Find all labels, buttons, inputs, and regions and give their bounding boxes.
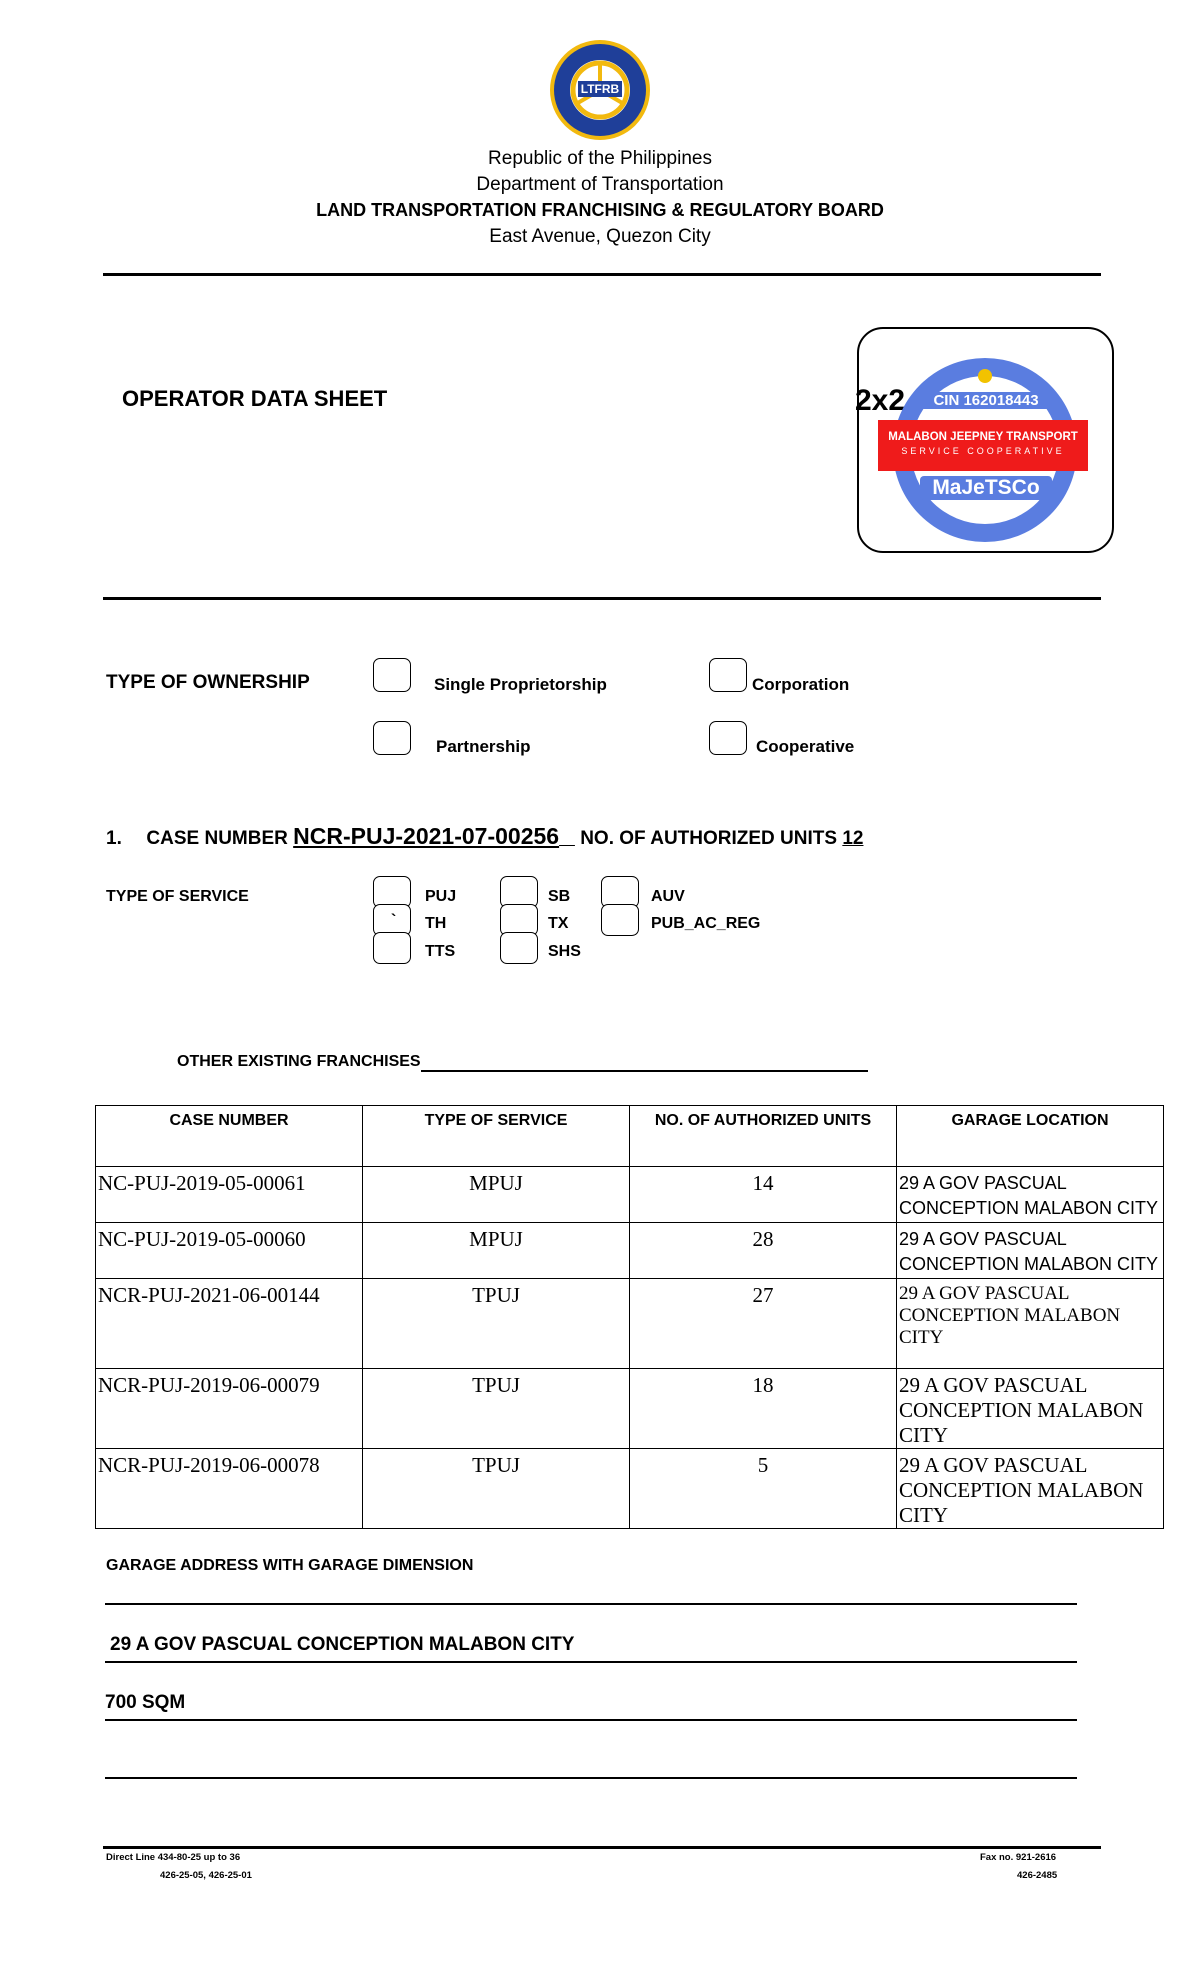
option-corporation: Corporation (752, 675, 850, 694)
cell-location: 29 A GOV PASCUAL CONCEPTION MALABON CITY (897, 1223, 1164, 1279)
cell-case-number: NCR-PUJ-2019-06-00078 (96, 1449, 363, 1529)
cell-units: 28 (630, 1223, 897, 1279)
footer-direct-line: Direct Line 434-80-25 up to 36 (106, 1852, 241, 1863)
cell-case-number: NC-PUJ-2019-05-00061 (96, 1167, 363, 1223)
cell-service: TPUJ (363, 1279, 630, 1369)
cell-location: 29 A GOV PASCUAL CONCEPTION MALABON CITY (897, 1279, 1164, 1369)
cell-service: TPUJ (363, 1369, 630, 1449)
cell-units: 27 (630, 1279, 897, 1369)
header-divider (103, 273, 1101, 276)
title-divider (103, 597, 1101, 600)
table-row (96, 1167, 1164, 1223)
checkbox-cooperative[interactable] (709, 721, 747, 755)
authorized-units-label: NO. OF AUTHORIZED UNITS (580, 828, 838, 849)
cell-units: 18 (630, 1369, 897, 1449)
option-th: TH (425, 915, 447, 932)
cell-service: TPUJ (363, 1449, 630, 1529)
other-franchises-line (421, 1070, 868, 1072)
cell-service: MPUJ (363, 1167, 630, 1223)
option-pub-ac-reg: PUB_AC_REG (651, 915, 761, 932)
cell-location: 29 A GOV PASCUAL CONCEPTION MALABON CITY (897, 1167, 1164, 1223)
option-puj: PUJ (425, 888, 457, 905)
checkbox-tts[interactable] (373, 932, 411, 964)
footer-divider (103, 1846, 1101, 1849)
table-header-row (96, 1106, 1164, 1167)
option-single-proprietorship: Single Proprietorship (434, 675, 607, 694)
cell-case-number: NC-PUJ-2019-05-00060 (96, 1223, 363, 1279)
option-auv: AUV (651, 888, 685, 905)
coop-abbreviation: MaJeTSCo (920, 476, 1052, 500)
checkbox-pub-ac-reg[interactable] (601, 904, 639, 936)
cell-case-number: NCR-PUJ-2021-06-00144 (96, 1279, 363, 1369)
tick-mark: ` (391, 912, 397, 929)
option-partnership: Partnership (436, 737, 531, 756)
col-garage-location: GARAGE LOCATION (897, 1106, 1164, 1167)
logo-text: LTFRB (580, 82, 620, 96)
checkbox-shs[interactable] (500, 932, 538, 964)
checkbox-corporation[interactable] (709, 658, 747, 692)
header-department: Department of Transportation (476, 174, 724, 195)
ltfrb-seal-logo (548, 38, 652, 142)
garage-line-4 (105, 1777, 1077, 1779)
header-address: East Avenue, Quezon City (489, 226, 711, 247)
cell-location: 29 A GOV PASCUAL CONCEPTION MALABON CITY (897, 1449, 1164, 1529)
header-agency: LAND TRANSPORTATION FRANCHISING & REGULATORY BOARD (316, 200, 884, 220)
table-row (96, 1369, 1164, 1449)
ownership-label: TYPE OF OWNERSHIP (106, 672, 310, 693)
coop-banner (878, 420, 1088, 471)
garage-line-2 (105, 1661, 1077, 1663)
cell-units: 5 (630, 1449, 897, 1529)
case-number-line (106, 823, 863, 850)
option-tts: TTS (425, 943, 456, 960)
cell-service: MPUJ (363, 1223, 630, 1279)
col-type-of-service: TYPE OF SERVICE (363, 1106, 630, 1167)
item-number: 1. (106, 828, 122, 849)
garage-label: GARAGE ADDRESS WITH GARAGE DIMENSION (106, 1557, 474, 1574)
option-shs: SHS (548, 943, 581, 960)
table-row (96, 1223, 1164, 1279)
page-title: OPERATOR DATA SHEET (122, 386, 388, 411)
garage-line-1 (105, 1603, 1077, 1605)
checkbox-single-proprietorship[interactable] (373, 658, 411, 692)
col-authorized-units: NO. OF AUTHORIZED UNITS (630, 1106, 897, 1167)
coop-name: MALABON JEEPNEY TRANSPORT (888, 431, 1078, 443)
photo-size-label: 2x2 (855, 384, 906, 417)
table-row (96, 1279, 1164, 1369)
other-franchises-label: OTHER EXISTING FRANCHISES (177, 1053, 421, 1070)
header-republic: Republic of the Philippines (488, 148, 712, 169)
service-label: TYPE OF SERVICE (106, 888, 249, 905)
checkbox-partnership[interactable] (373, 721, 411, 755)
option-sb: SB (548, 888, 571, 905)
option-cooperative: Cooperative (756, 737, 855, 756)
cell-location: 29 A GOV PASCUAL CONCEPTION MALABON CITY (897, 1369, 1164, 1449)
table-row (96, 1449, 1164, 1529)
franchise-table (95, 1105, 1164, 1529)
garage-line-3 (105, 1719, 1077, 1721)
coop-subtitle: SERVICE COOPERATIVE (901, 446, 1065, 456)
col-case-number: CASE NUMBER (96, 1106, 363, 1167)
option-tx: TX (548, 915, 569, 932)
cell-case-number: NCR-PUJ-2019-06-00079 (96, 1369, 363, 1449)
case-number-label: CASE NUMBER (146, 828, 288, 849)
footer-fax-2: 426-2485 (1017, 1870, 1058, 1881)
cin-label: CIN 162018443 (920, 392, 1052, 409)
cell-units: 14 (630, 1167, 897, 1223)
garage-dimension: 700 SQM (105, 1692, 186, 1713)
garage-address: 29 A GOV PASCUAL CONCEPTION MALABON CITY (110, 1634, 575, 1655)
footer-direct-line-2: 426-25-05, 426-25-01 (160, 1870, 252, 1881)
footer-fax: Fax no. 921-2616 (980, 1852, 1057, 1863)
case-number-value: NCR-PUJ-2021-07-00256 (293, 823, 560, 849)
authorized-units-value: 12 (842, 828, 864, 849)
